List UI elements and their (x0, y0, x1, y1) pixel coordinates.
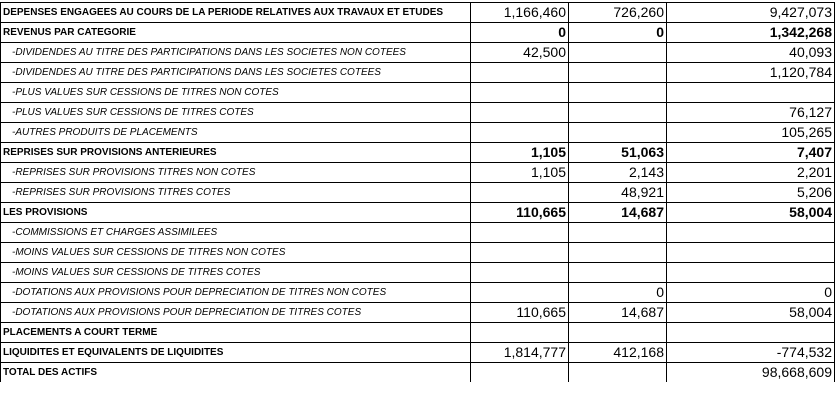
table-row (1, 363, 835, 383)
financial-table (0, 2, 835, 382)
value-cell-col1 (471, 243, 569, 263)
value-cell-col2: 48,921 (569, 183, 667, 203)
value-cell-col1: 1,105 (471, 163, 569, 183)
value-cell-col1 (471, 283, 569, 303)
value-cell-col1 (471, 363, 569, 383)
row-label: -REPRISES SUR PROVISIONS TITRES COTES (1, 183, 471, 203)
value-cell-col2: 14,687 (569, 303, 667, 323)
value-cell-col3: 0 (667, 283, 835, 303)
value-cell-col1: 0 (471, 23, 569, 43)
row-label: -DOTATIONS AUX PROVISIONS POUR DEPRECIATION DE TITRES NON COTES (1, 283, 471, 303)
value-cell-col3 (667, 263, 835, 283)
table-row (1, 123, 835, 143)
value-cell-col3: 58,004 (667, 303, 835, 323)
value-cell-col3: 5,206 (667, 183, 835, 203)
value-cell-col3 (667, 223, 835, 243)
table-row (1, 3, 835, 23)
value-cell-col2 (569, 63, 667, 83)
value-cell-col3: 1,120,784 (667, 63, 835, 83)
row-label: -AUTRES PRODUITS DE PLACEMENTS (1, 123, 471, 143)
value-cell-col1: 110,665 (471, 303, 569, 323)
row-label: -DIVIDENDES AU TITRE DES PARTICIPATIONS DANS LES SOCIETES COTEES (1, 63, 471, 83)
row-label: PLACEMENTS A COURT TERME (1, 323, 471, 343)
table-row (1, 203, 835, 223)
table-row (1, 223, 835, 243)
row-label: -PLUS VALUES SUR CESSIONS DE TITRES NON COTES (1, 83, 471, 103)
table-row (1, 183, 835, 203)
row-label: DEPENSES ENGAGEES AU COURS DE LA PERIODE RELATIVES AUX TRAVAUX ET ETUDES (1, 3, 471, 23)
value-cell-col1 (471, 223, 569, 243)
row-label: -DIVIDENDES AU TITRE DES PARTICIPATIONS DANS LES SOCIETES NON COTEES (1, 43, 471, 63)
value-cell-col2: 726,260 (569, 3, 667, 23)
value-cell-col1 (471, 123, 569, 143)
value-cell-col2 (569, 323, 667, 343)
value-cell-col2: 14,687 (569, 203, 667, 223)
value-cell-col2 (569, 223, 667, 243)
value-cell-col2: 51,063 (569, 143, 667, 163)
value-cell-col3: 58,004 (667, 203, 835, 223)
table-row (1, 263, 835, 283)
row-label: -MOINS VALUES SUR CESSIONS DE TITRES NON COTES (1, 243, 471, 263)
value-cell-col1: 1,105 (471, 143, 569, 163)
row-label: REVENUS PAR CATEGORIE (1, 23, 471, 43)
value-cell-col2 (569, 103, 667, 123)
value-cell-col2: 412,168 (569, 343, 667, 363)
table-row (1, 63, 835, 83)
table-row (1, 23, 835, 43)
value-cell-col3: 9,427,073 (667, 3, 835, 23)
value-cell-col3 (667, 83, 835, 103)
value-cell-col2: 0 (569, 283, 667, 303)
value-cell-col3: 76,127 (667, 103, 835, 123)
value-cell-col1: 42,500 (471, 43, 569, 63)
row-label: -PLUS VALUES SUR CESSIONS DE TITRES COTES (1, 103, 471, 123)
value-cell-col3: 2,201 (667, 163, 835, 183)
row-label: TOTAL DES ACTIFS (1, 363, 471, 383)
table-row (1, 303, 835, 323)
table-row (1, 283, 835, 303)
table-row (1, 83, 835, 103)
value-cell-col1 (471, 183, 569, 203)
value-cell-col3 (667, 323, 835, 343)
row-label: -DOTATIONS AUX PROVISIONS POUR DEPRECIATION DE TITRES COTES (1, 303, 471, 323)
value-cell-col2 (569, 83, 667, 103)
financial-table-body (1, 3, 835, 383)
value-cell-col2 (569, 263, 667, 283)
row-label: REPRISES SUR PROVISIONS ANTERIEURES (1, 143, 471, 163)
value-cell-col3: 7,407 (667, 143, 835, 163)
row-label: -COMMISSIONS ET CHARGES ASSIMILEES (1, 223, 471, 243)
value-cell-col2 (569, 43, 667, 63)
table-row (1, 103, 835, 123)
value-cell-col1 (471, 103, 569, 123)
value-cell-col1 (471, 263, 569, 283)
value-cell-col1 (471, 83, 569, 103)
value-cell-col3: 40,093 (667, 43, 835, 63)
value-cell-col3: 1,342,268 (667, 23, 835, 43)
value-cell-col3 (667, 243, 835, 263)
table-row (1, 323, 835, 343)
value-cell-col1: 110,665 (471, 203, 569, 223)
value-cell-col1 (471, 323, 569, 343)
value-cell-col2 (569, 363, 667, 383)
table-row (1, 343, 835, 363)
value-cell-col1: 1,166,460 (471, 3, 569, 23)
value-cell-col3: 98,668,609 (667, 363, 835, 383)
table-row (1, 143, 835, 163)
table-row (1, 43, 835, 63)
row-label: LIQUIDITES ET EQUIVALENTS DE LIQUIDITES (1, 343, 471, 363)
value-cell-col1 (471, 63, 569, 83)
value-cell-col3: -774,532 (667, 343, 835, 363)
table-row (1, 163, 835, 183)
value-cell-col1: 1,814,777 (471, 343, 569, 363)
row-label: -MOINS VALUES SUR CESSIONS DE TITRES COTES (1, 263, 471, 283)
row-label: LES PROVISIONS (1, 203, 471, 223)
table-row (1, 243, 835, 263)
value-cell-col2 (569, 243, 667, 263)
value-cell-col3: 105,265 (667, 123, 835, 143)
value-cell-col2 (569, 123, 667, 143)
value-cell-col2: 2,143 (569, 163, 667, 183)
row-label: -REPRISES SUR PROVISIONS TITRES NON COTES (1, 163, 471, 183)
value-cell-col2: 0 (569, 23, 667, 43)
